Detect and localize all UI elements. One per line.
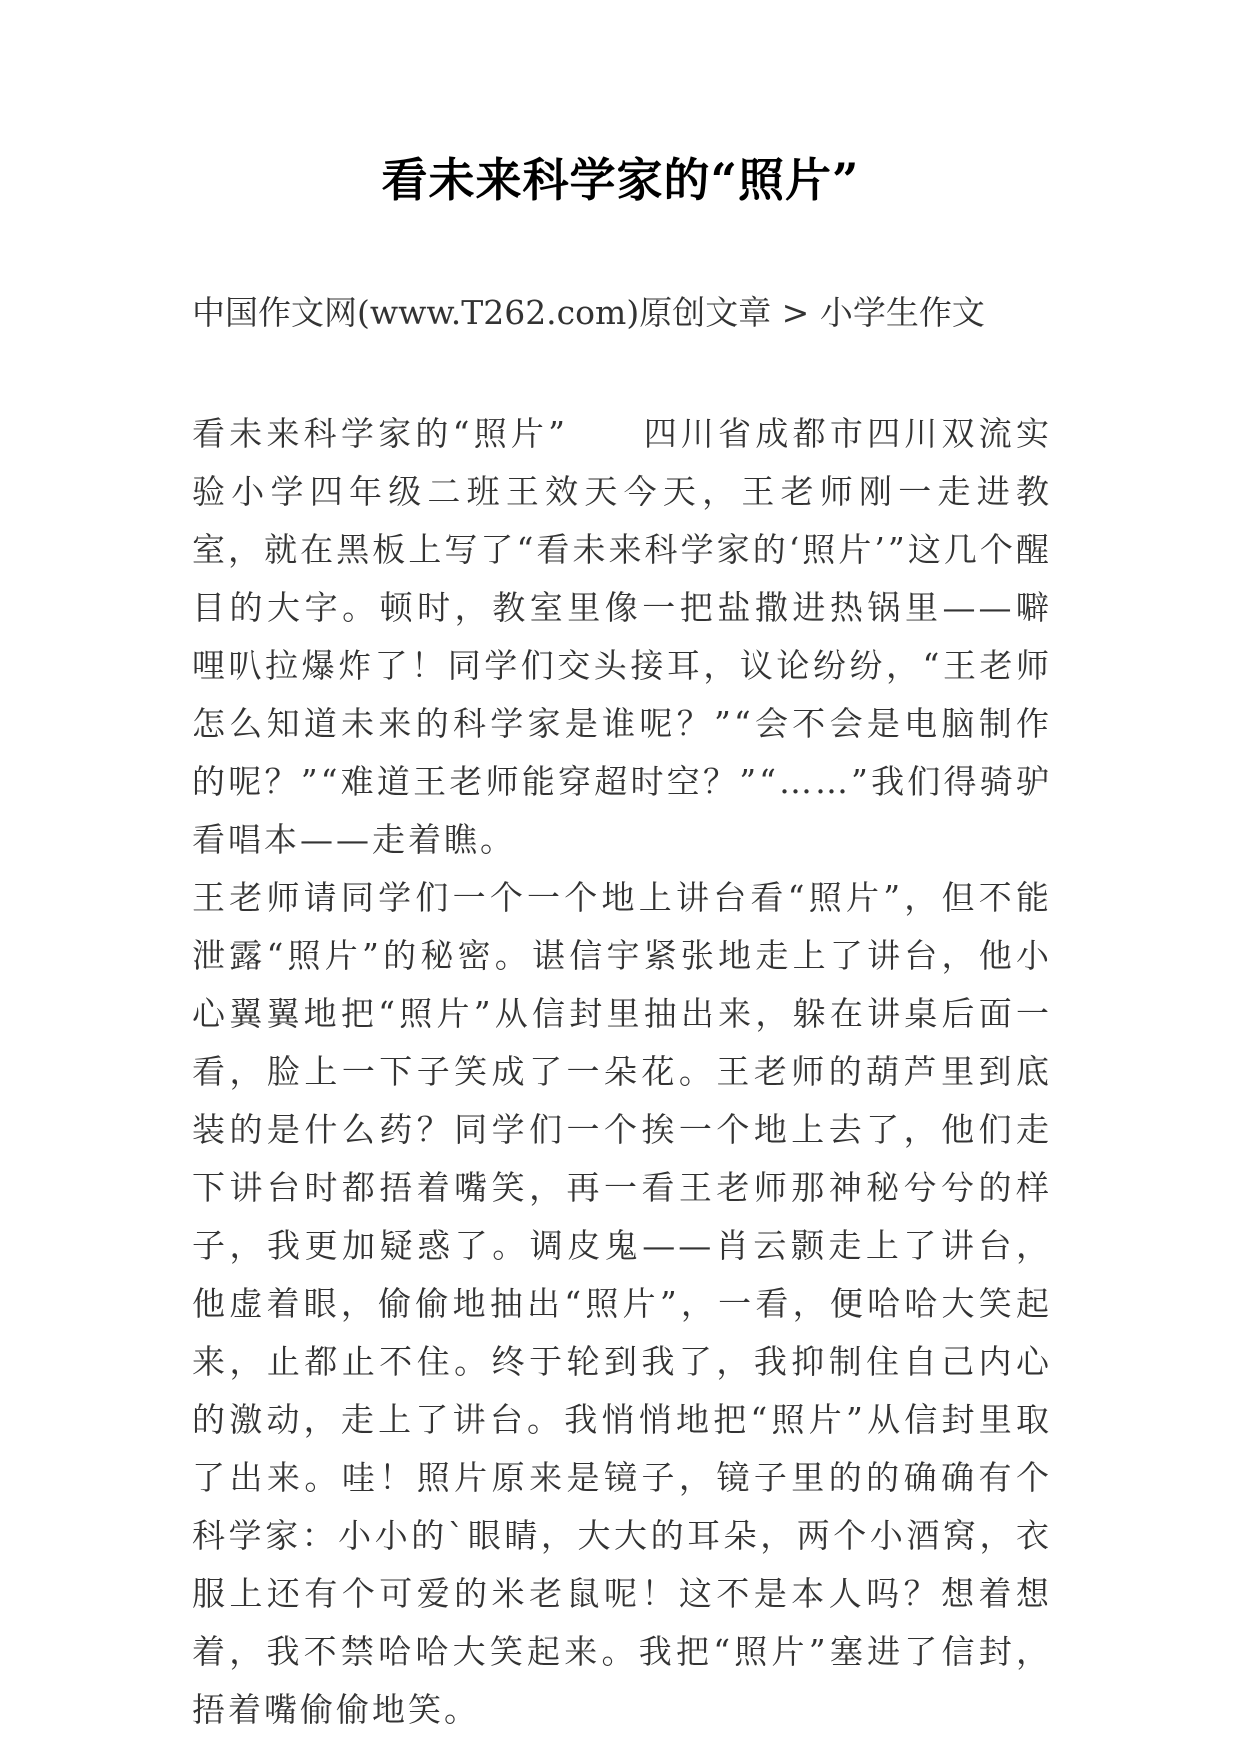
- paragraph: 看未来科学家的“照片” 四川省成都市四川双流实验小学四年级二班王效天今天，王老师刚一走进教室，就在黑板上写了“看未来科学家的‘照片’”这几个醒目的大字。顿时，教室里像一把盐撒进热锅里——噼哩叭拉爆炸了！同学们交头接耳，议论纷纷，“王老师怎么知道未来的科学家是谁呢？”“会不会是电脑制作的呢？”“难道王老师能穿超时空？”“……”我们得骑驴看唱本——走着瞧。: [192, 414, 1052, 859]
- source-line: 中国作文网(www.T262.com)原创文章 > 小学生作文: [192, 293, 985, 332]
- paragraph: 王老师请同学们一个一个地上讲台看“照片”，但不能泄露“照片”的秘密。谌信宇紧张地走上了讲台，他小心翼翼地把“照片”从信封里抽出来，躲在讲桌后面一看，脸上一下子笑成了一朵花。王老师的葫芦里到底装的是什么药？同学们一个挨一个地上去了，他们走下讲台时都捂着嘴笑，再一看王老师那神秘兮兮的样子，我更加疑惑了。调皮鬼——肖云颢走上了讲台，他虚着眼，偷偷地抽出“照片”，一看，便哈哈大笑起来，止都止不住。终于轮到我了，我抑制住自己内心的激动，走上了讲台。我悄悄地把“照片”从信封里取了出来。哇！照片原来是镜子，镜子里的的确确有个科学家：小小的`眼睛，大大的耳朵，两个小酒窝，衣服上还有个可爱的米老鼠呢！这不是本人吗？想着想着，我不禁哈哈大笑起来。我把“照片”塞进了信封，捂着嘴偷偷地笑。: [192, 878, 1052, 1729]
- article-body: [192, 405, 1052, 1739]
- article-title: 看未来科学家的“照片”: [381, 153, 860, 207]
